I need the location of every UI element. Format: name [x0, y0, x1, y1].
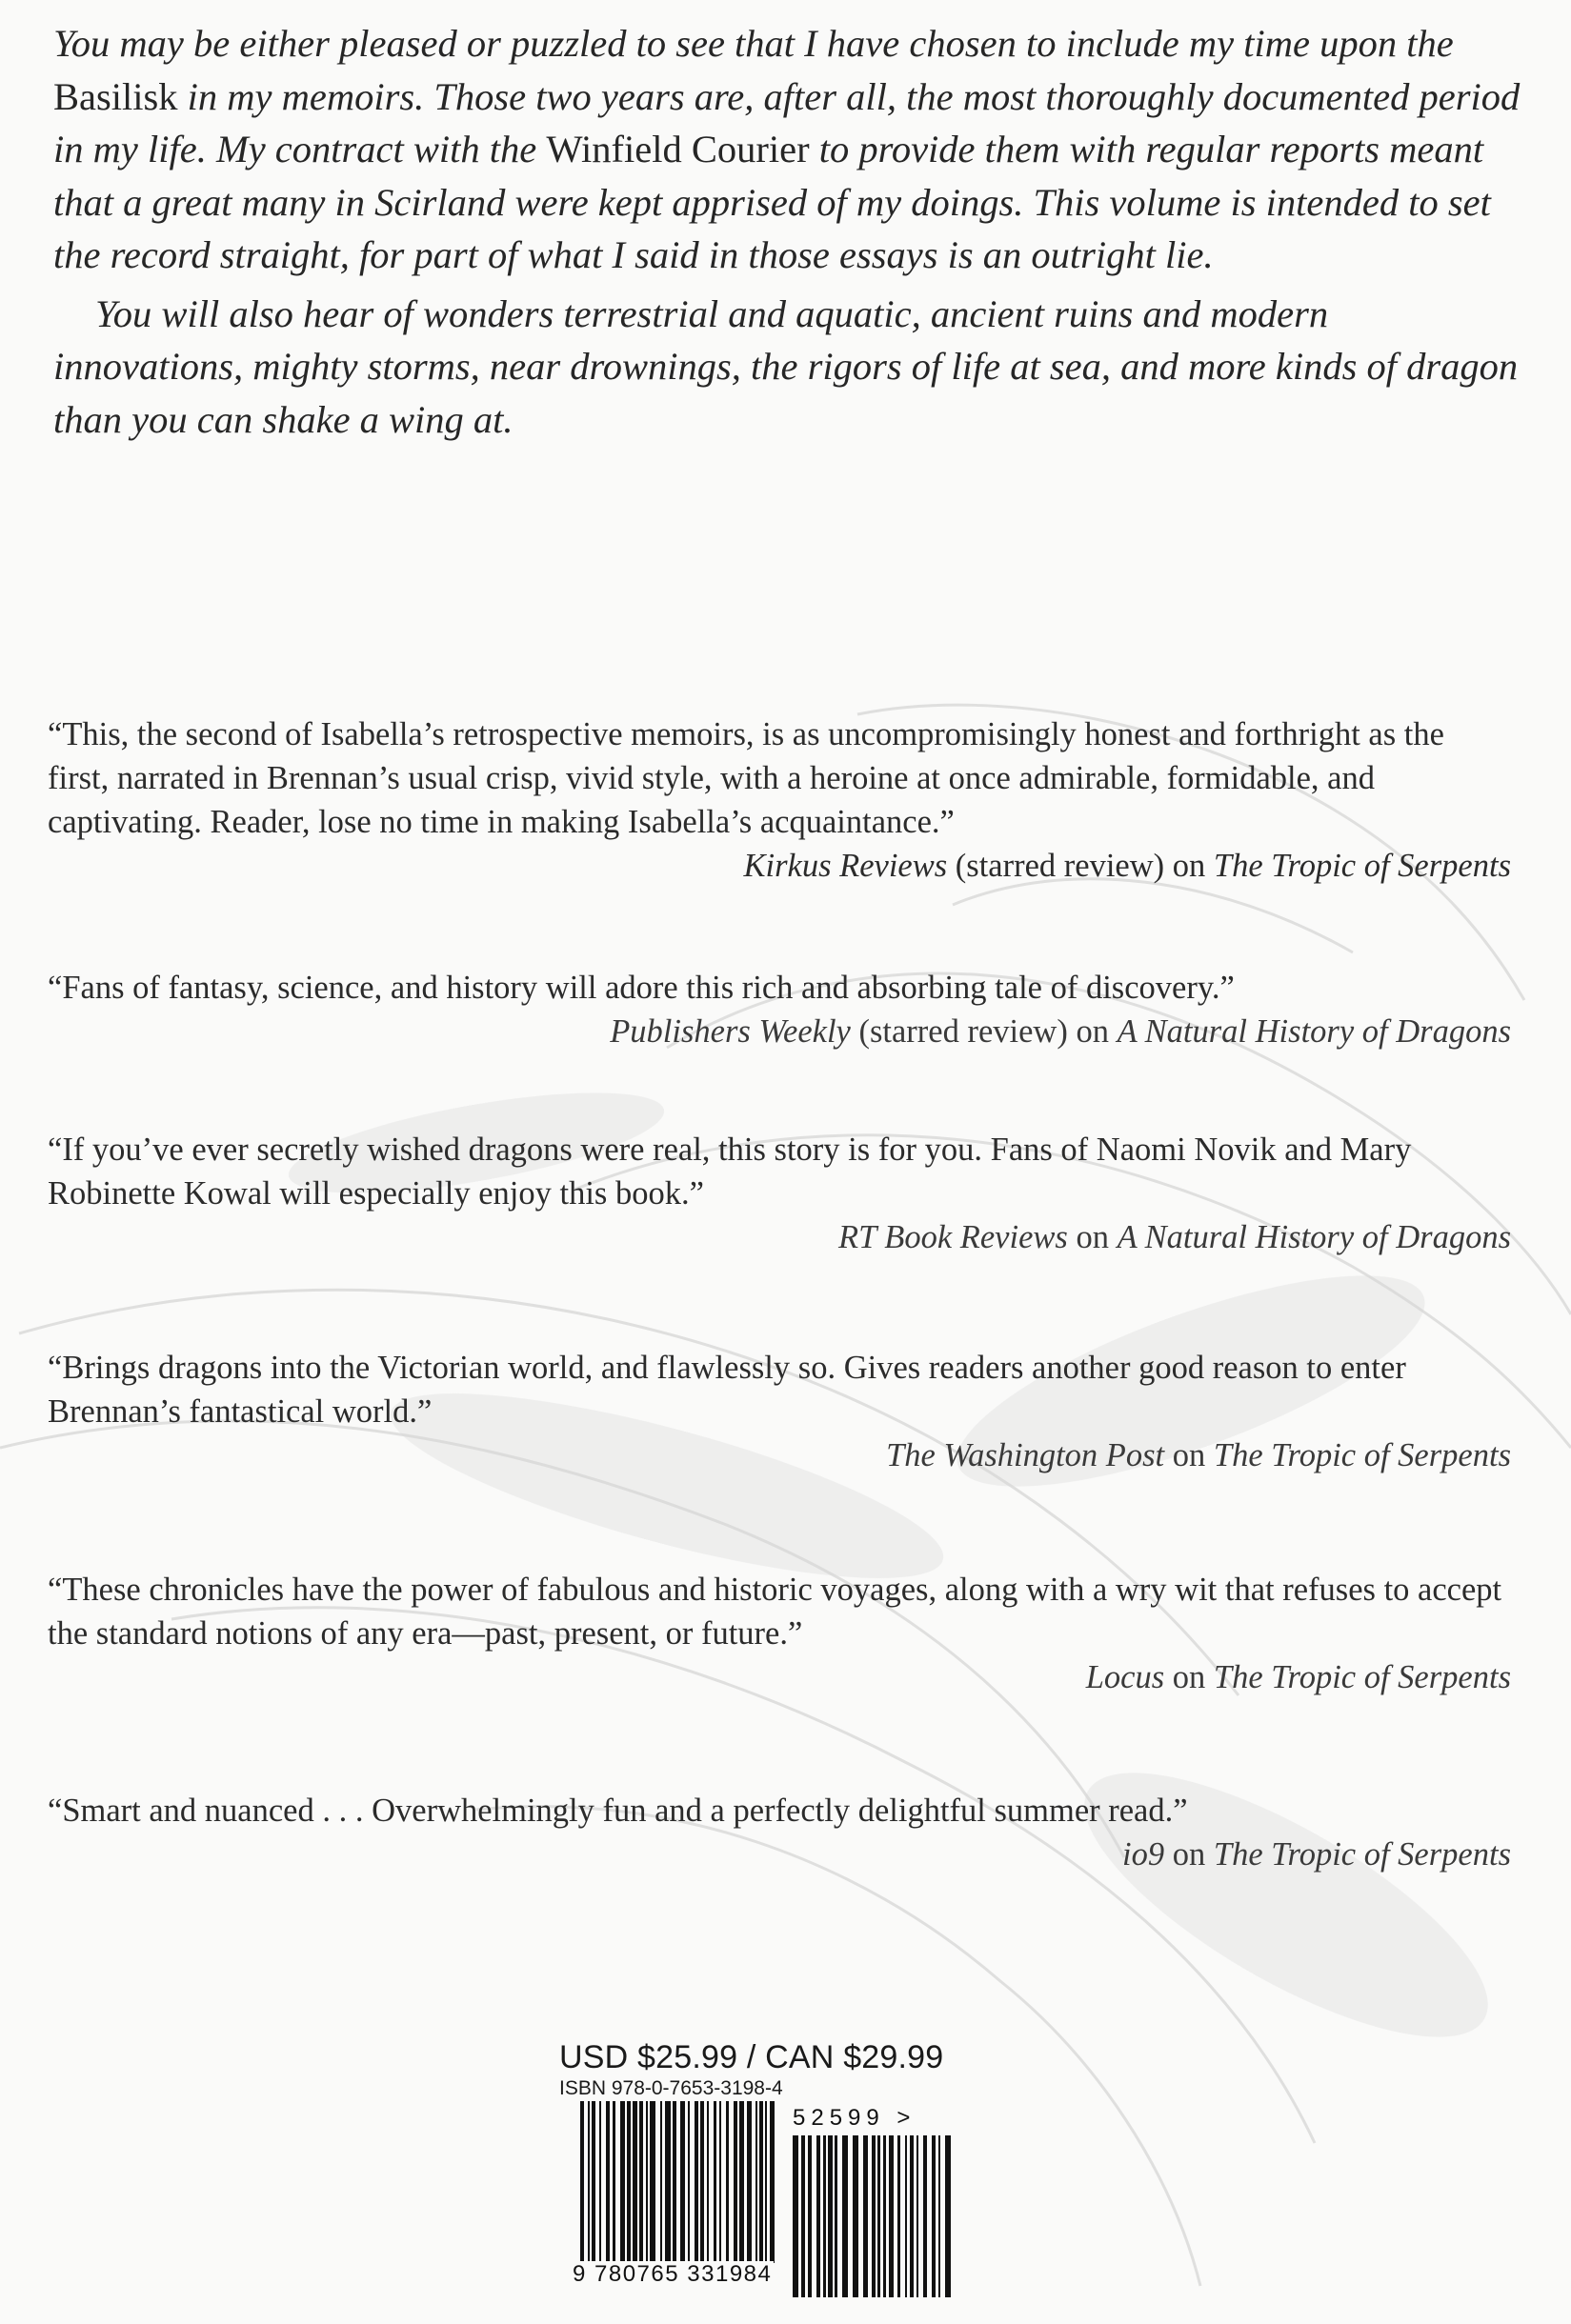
barcode-bar: [739, 2101, 744, 2263]
quote-attribution: Locus on The Tropic of Serpents: [1085, 1659, 1511, 1695]
barcode-addon-bar: [889, 2135, 894, 2297]
barcode-addon-bar: [945, 2135, 951, 2297]
review-quote: [48, 1568, 1511, 1699]
barcode-bar: [734, 2101, 737, 2263]
review-quote: [48, 712, 1511, 888]
barcode-bar: [665, 2101, 671, 2263]
barcode-addon-bar: [842, 2135, 848, 2297]
barcode-addon-bar: [883, 2135, 886, 2297]
quote-attribution: io9 on The Tropic of Serpents: [1122, 1836, 1511, 1873]
barcode-bar: [688, 2101, 690, 2263]
quote-text: “These chronicles have the power of fabulous and historic voyages, along with a wry wit that refuses to accept the standard notions of any era—past, present, or future.”: [48, 1572, 1502, 1652]
barcode-bar: [680, 2101, 685, 2263]
isbn-label: ISBN 978-0-7653-3198-4: [559, 2077, 783, 2099]
blurb-paragraph-1: You may be either pleased or puzzled to see that I have chosen to include my time upon the Basilisk in my memoirs. Those two years are, after all, the most thoroughly documented period in my life. My contract with the Winfield Courier to provide them with regular reports meant that a great many in Scirland were kept apprised of my doings. This volume is intended to set the record straight, for part of what I said in those essays is an outright lie.: [53, 22, 1521, 276]
barcode-bar: [714, 2101, 716, 2263]
barcode-addon-bar: [923, 2135, 927, 2297]
barcode-bar: [580, 2101, 584, 2263]
quote-attribution: RT Book Reviews on A Natural History of Dragons: [838, 1219, 1511, 1255]
ship-name: Basilisk: [53, 74, 178, 118]
barcode-bar: [613, 2101, 615, 2263]
barcode-addon-bar: [853, 2135, 858, 2297]
barcode-addon-bar: [808, 2135, 812, 2297]
barcode-bar: [700, 2101, 704, 2263]
barcode-bar: [588, 2101, 590, 2263]
barcode-bar: [633, 2101, 637, 2263]
barcode-addon-bar: [835, 2135, 837, 2297]
back-cover-blurb: [53, 17, 1521, 446]
barcode-bar: [726, 2101, 729, 2263]
barcode-addon-bar: [877, 2135, 880, 2297]
quote-text: “Brings dragons into the Victorian world, and flawlessly so. Gives readers another good reason to enter Brennan’s fantastical world.”: [48, 1350, 1406, 1430]
barcode-addon-bar: [916, 2135, 918, 2297]
quote-attribution: The Washington Post on The Tropic of Serpents: [886, 1437, 1511, 1473]
barcode-addon-bar: [938, 2135, 940, 2297]
barcode-bar: [719, 2101, 721, 2263]
barcode-bar: [755, 2101, 757, 2263]
blurb-paragraph-2: You will also hear of wonders terrestrial and aquatic, ancient ruins and modern innovations, mighty storms, near drownings, the rigors of life at sea, and more kinds of dragon than you can shake a wing at.: [53, 291, 1519, 441]
barcode-main-digits: 9 780765 331984: [573, 2261, 773, 2287]
barcode-addon-digits: 52599 >: [793, 2105, 916, 2131]
barcode-bar: [765, 2101, 767, 2263]
barcode-addon-bar: [823, 2135, 826, 2297]
barcode-bar: [707, 2101, 709, 2263]
quote-text: “Fans of fantasy, science, and history will adore this rich and absorbing tale of discovery.”: [48, 970, 1235, 1006]
review-quote: [48, 1128, 1511, 1259]
barcode-bar: [599, 2101, 601, 2263]
barcode-bar: [759, 2101, 763, 2263]
barcode-bar: [606, 2101, 610, 2263]
barcode-bar: [673, 2101, 676, 2263]
barcode-addon-bar: [863, 2135, 868, 2297]
barcode-bar: [695, 2101, 698, 2263]
review-quote: [48, 1346, 1511, 1477]
quote-text: “Smart and nuanced . . . Overwhelmingly fun and a perfectly delightful summer read.”: [48, 1793, 1188, 1829]
review-quote: [48, 1789, 1511, 1876]
quote-attribution: Publishers Weekly (starred review) on A Natural History of Dragons: [610, 1013, 1511, 1050]
barcode-bar: [627, 2101, 631, 2263]
barcode-bar: [620, 2101, 625, 2263]
newspaper-name: Winfield Courier: [546, 128, 810, 170]
quote-text: “If you’ve ever secretly wished dragons were real, this story is for you. Fans of Naomi Novik and Mary Robinette Kowal will especially enjoy this book.”: [48, 1132, 1412, 1212]
quote-text: “This, the second of Isabella’s retrospective memoirs, is as uncompromisingly honest and forthright as the first, narrated in Brennan’s usual crisp, vivid style, with a heroine at once admirable, formidable, and captivating. Reader, lose no time in making Isabella’s acquaintance.”: [48, 716, 1444, 840]
barcode-bar: [646, 2101, 648, 2263]
barcode-addon-bar: [828, 2135, 833, 2297]
barcode-bar: [660, 2101, 662, 2263]
barcode-addon-bar: [872, 2135, 876, 2297]
barcode-bar: [592, 2101, 595, 2263]
barcode-addon-bar: [793, 2135, 798, 2297]
barcode-bar: [747, 2101, 752, 2263]
barcode-bar: [639, 2101, 643, 2263]
barcode-addon-bar: [905, 2135, 907, 2297]
barcode-bar: [650, 2101, 655, 2263]
isbn-barcode: [559, 2101, 1036, 2305]
barcode-addon-bar: [910, 2135, 914, 2297]
barcode-addon-bar: [801, 2135, 805, 2297]
barcode-addon-bar: [932, 2135, 936, 2297]
review-quote: [48, 966, 1511, 1053]
price-label: USD $25.99 / CAN $29.99: [559, 2039, 944, 2075]
price-isbn-block: [559, 2038, 1036, 2101]
quote-attribution: Kirkus Reviews (starred review) on The Tropic of Serpents: [743, 848, 1511, 884]
barcode-bar: [770, 2101, 775, 2263]
barcode-addon-bar: [816, 2135, 820, 2297]
barcode-addon-bar: [897, 2135, 900, 2297]
